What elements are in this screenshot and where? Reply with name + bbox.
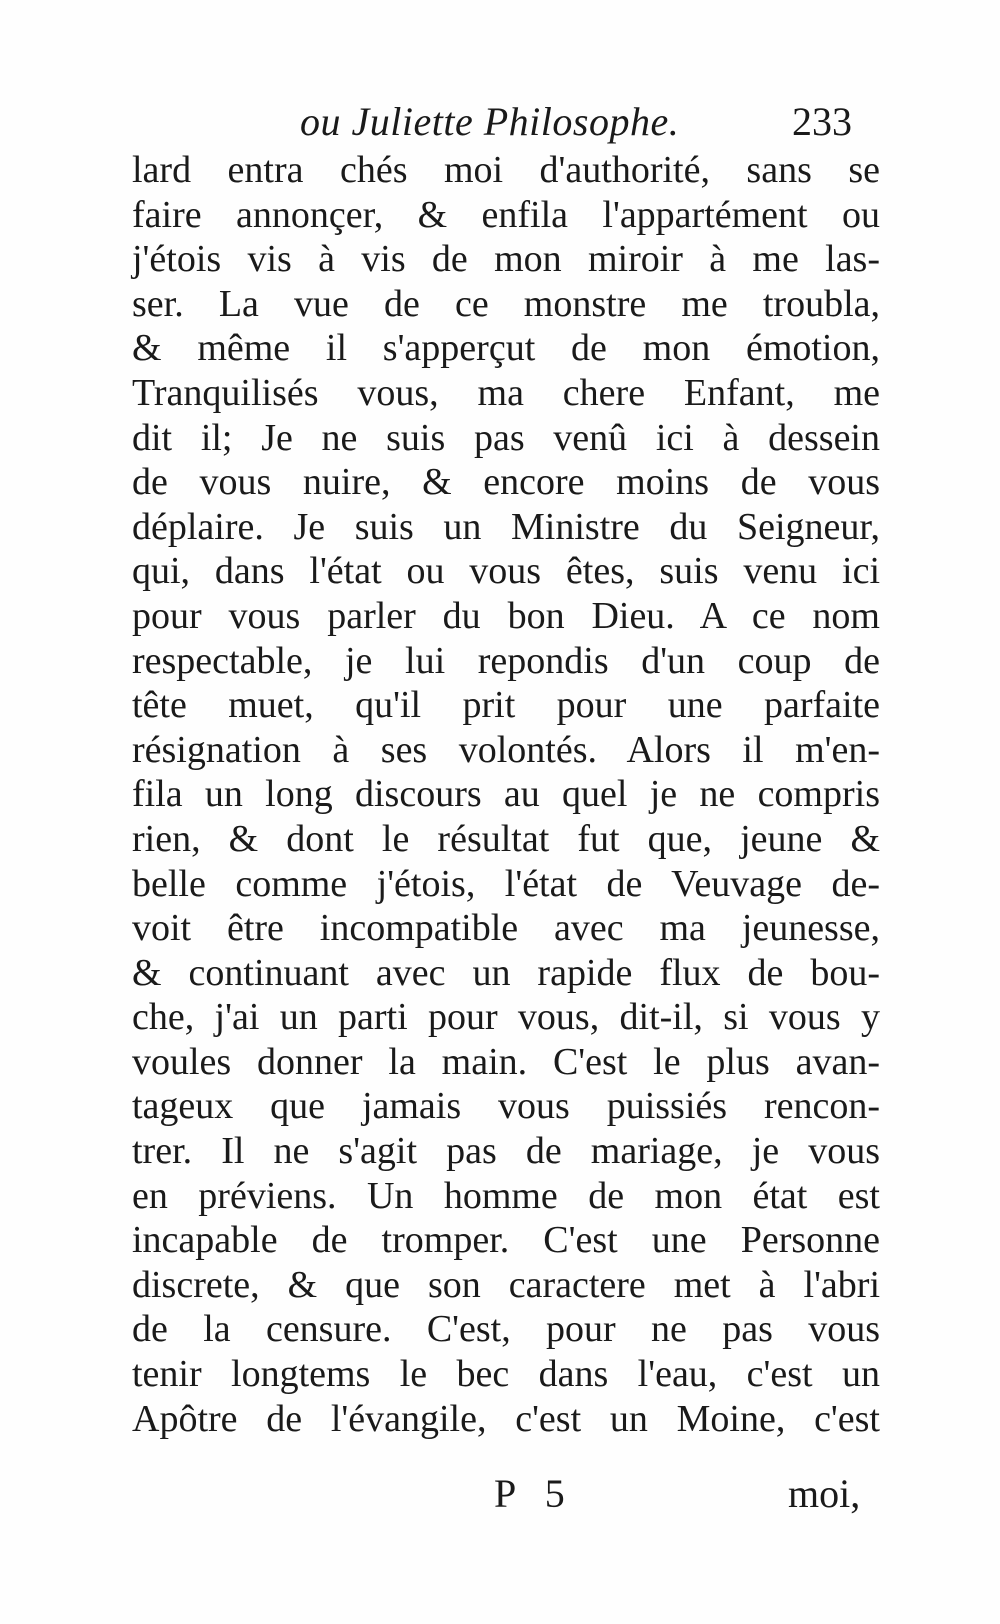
text-line: Tranquilisés vous, ma chere Enfant, me bbox=[132, 371, 880, 414]
text-line: tenir longtems le bec dans l'eau, c'est un bbox=[132, 1353, 880, 1396]
text-line: lard entra chés moi d'authorité, sans se bbox=[132, 149, 880, 191]
text-line: rien, & dont le résultat fut que, jeune & bbox=[132, 817, 880, 860]
text-line: Apôtre de l'évangile, c'est un Moine, c'est bbox=[132, 1397, 880, 1440]
page-number: 233 bbox=[792, 99, 852, 144]
text-line: j'étois vis à vis de mon miroir à me las- bbox=[132, 238, 880, 281]
text-line: de vous nuire, & encore moins de vous bbox=[132, 461, 880, 504]
text-line: belle comme j'étois, l'état de Veuvage de- bbox=[132, 862, 880, 905]
text-line: tête muet, qu'il prit pour une parfaite bbox=[132, 684, 880, 727]
text-line: voules donner la main. C'est le plus avan- bbox=[132, 1040, 880, 1083]
running-title: ou Juliette Philosophe. bbox=[300, 99, 680, 144]
text-line: respectable, je lui repondis d'un coup de bbox=[132, 639, 880, 682]
text-line: ser. La vue de ce monstre me troubla, bbox=[132, 282, 880, 325]
text-line: voit être incompatible avec ma jeunesse, bbox=[132, 907, 880, 950]
catchword: moi, bbox=[788, 1471, 861, 1516]
page-footer bbox=[0, 1468, 1000, 1520]
text-line: déplaire. Je suis un Ministre du Seigneur, bbox=[132, 505, 880, 548]
text-line: & même il s'apperçut de mon émotion, bbox=[132, 327, 880, 370]
text-line: résignation à ses volontés. Alors il m'en- bbox=[132, 728, 880, 771]
text-line: pour vous parler du bon Dieu. A ce nom bbox=[132, 594, 880, 637]
text-line: che, j'ai un parti pour vous, dit-il, si vous y bbox=[132, 996, 880, 1039]
text-line: fila un long discours au quel je ne compris bbox=[132, 773, 880, 816]
text-line: tageux que jamais vous puissiés rencon- bbox=[132, 1085, 880, 1128]
signature-mark: P 5 bbox=[494, 1471, 575, 1516]
text-line: faire annonçer, & enfila l'appartément ou bbox=[132, 193, 880, 236]
text-line: de la censure. C'est, pour ne pas vous bbox=[132, 1308, 880, 1351]
running-head bbox=[0, 92, 1000, 152]
text-line: & continuant avec un rapide flux de bou- bbox=[132, 951, 880, 994]
text-line: discrete, & que son caractere met à l'abri bbox=[132, 1263, 880, 1306]
text-line: en préviens. Un homme de mon état est bbox=[132, 1174, 880, 1217]
body-text bbox=[132, 148, 880, 1441]
text-line: dit il; Je ne suis pas venû ici à dessein bbox=[132, 416, 880, 459]
text-line: qui, dans l'état ou vous êtes, suis venu ici bbox=[132, 550, 880, 593]
text-line: incapable de tromper. C'est une Personne bbox=[132, 1219, 880, 1262]
text-line: trer. Il ne s'agit pas de mariage, je vous bbox=[132, 1130, 880, 1173]
